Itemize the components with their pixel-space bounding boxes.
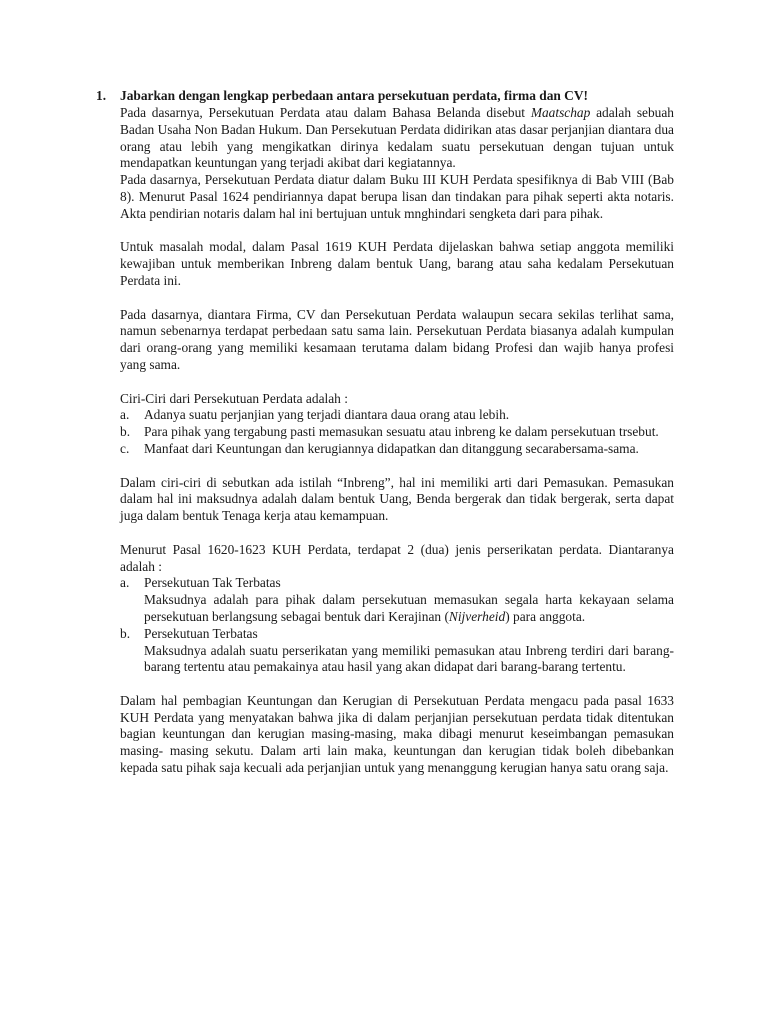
paragraph-pembagian: Dalam hal pembagian Keuntungan dan Kerugian di Persekutuan Perdata mengacu pada pasal 1633 KUH Perdata yang menyatakan bahwa jika di dalam perjanjian persekutuan perdata tidak ditentukan bagian keuntungan dan kerugian masing-masing, maka dibagi menurut keseimbangan pemasukan masing- masing sekutu. Dalam arti lain maka, keuntungan dan kerugian tidak boleh dibebankan kepada satu pihak saja kecuali ada perjanjian untuk yang menanggung kerugian hanya satu orang saja.: [120, 692, 674, 776]
jenis-desc-after: ) para anggota.: [505, 608, 586, 624]
list-item-text: Para pihak yang tergabung pasti memasukan sesuatu atau inbreng ke dalam persekutuan trsebut.: [144, 424, 659, 440]
p1-italic-term: Maatschap: [530, 105, 591, 120]
jenis-title-row: [120, 626, 674, 643]
paragraph-buku-iii: Pada dasarnya, Persekutuan Perdata diatur dalam Buku III KUH Perdata spesifiknya di Bab VIII (Bab 8). Menurut Pasal 1624 pendiriannya dapat berupa lisan dan tindakan para pihak seperti akta notaris. Akta pendirian notaris dalam hal ini bertujuan untuk mnghindari sengketa dari para pihak.: [120, 172, 674, 221]
paragraph-ciri-intro: Ciri-Ciri dari Persekutuan Perdata adalah :: [120, 390, 348, 406]
jenis-title: Persekutuan Terbatas: [144, 625, 258, 641]
p1-text-after: adalah sebuah Badan Usaha Non Badan Hukum. Dan Persekutuan Perdata didirikan atas dasar perjanjian diantara dua orang atau lebih yang mengikatkan dirinya kedalam suatu persekutuan dengan tujuan untuk mendapatkan keuntungan yang terjadi akibat dari kegiatannya.: [120, 105, 675, 171]
paragraph-perbedaan: Pada dasarnya, diantara Firma, CV dan Persekutuan Perdata walaupun secara sekilas terlihat sama, namun sebenarnya terdapat perbedaan satu sama lain. Persekutuan Perdata biasanya adalah kumpulan dari orang-orang yang memiliki kesamaan terutama dalam bidang Profesi dan wajib hanya profesi yang sama.: [120, 306, 674, 372]
jenis-title: Persekutuan Tak Terbatas: [144, 575, 281, 591]
paragraph-inbreng: Dalam ciri-ciri di sebutkan ada istilah “Inbreng”, hal ini memiliki arti dari Pemasukan. Pemasukan dalam hal ini maksudnya adalah dalam bentuk Uang, Benda bergerak dan tidak bergerak, serta dapat juga dalam bentuk Tenaga kerja atau kemampuan.: [120, 474, 674, 524]
list-item: [120, 424, 674, 441]
jenis-item-a: [120, 575, 674, 625]
list-marker: a.: [120, 575, 130, 591]
list-item-text: Manfaat dari Keuntungan dan kerugiannya didapatkan dan ditanggung secarabersama-sama.: [144, 440, 639, 456]
paragraph-maatschap: [120, 105, 674, 172]
jenis-item-b: [120, 626, 674, 676]
p1-text-before: Pada dasarnya, Persekutuan Perdata atau dalam Bahasa Belanda disebut: [120, 105, 531, 120]
question-number: 1.: [96, 88, 107, 103]
jenis-desc: Maksudnya adalah suatu perserikatan yang memiliki pemasukan atau Inbreng terdiri dari barang-barang tertentu atau pemakainya atau hasil yang akan didapat dari barang-barang tertentu.: [144, 642, 674, 675]
list-item-text: Adanya suatu perjanjian yang terjadi diantara daua orang atau lebih.: [144, 407, 510, 423]
question-title: Jabarkan dengan lengkap perbedaan antara persekutuan perdata, firma dan CV!: [120, 88, 588, 103]
paragraph-modal: Untuk masalah modal, dalam Pasal 1619 KUH Perdata dijelaskan bahwa setiap anggota memiliki kewajiban untuk memberikan Inbreng dalam bentuk Uang, barang atau saha kedalam Persekutuan Perdata ini.: [120, 239, 674, 288]
list-marker: c.: [120, 440, 130, 456]
list-item: [120, 441, 674, 458]
answer-body: [120, 105, 674, 777]
paragraph-jenis-intro: Menurut Pasal 1620-1623 KUH Perdata, terdapat 2 (dua) jenis perserikatan perdata. Diantaranya adalah :: [120, 541, 674, 574]
ciri-list: [120, 407, 674, 457]
list-item: [120, 407, 674, 424]
list-marker: b.: [120, 424, 131, 440]
jenis-desc-italic: Nijverheid: [448, 608, 506, 624]
jenis-title-row: [120, 575, 674, 592]
list-marker: b.: [120, 625, 131, 641]
jenis-desc: [120, 592, 674, 626]
jenis-desc-before: Maksudnya adalah para pihak dalam persekutuan memasukan segala harta kekayaan selama persekutuan berlangsung sebagai bentuk dari Kerajinan (: [144, 592, 674, 624]
list-marker: a.: [120, 407, 130, 423]
